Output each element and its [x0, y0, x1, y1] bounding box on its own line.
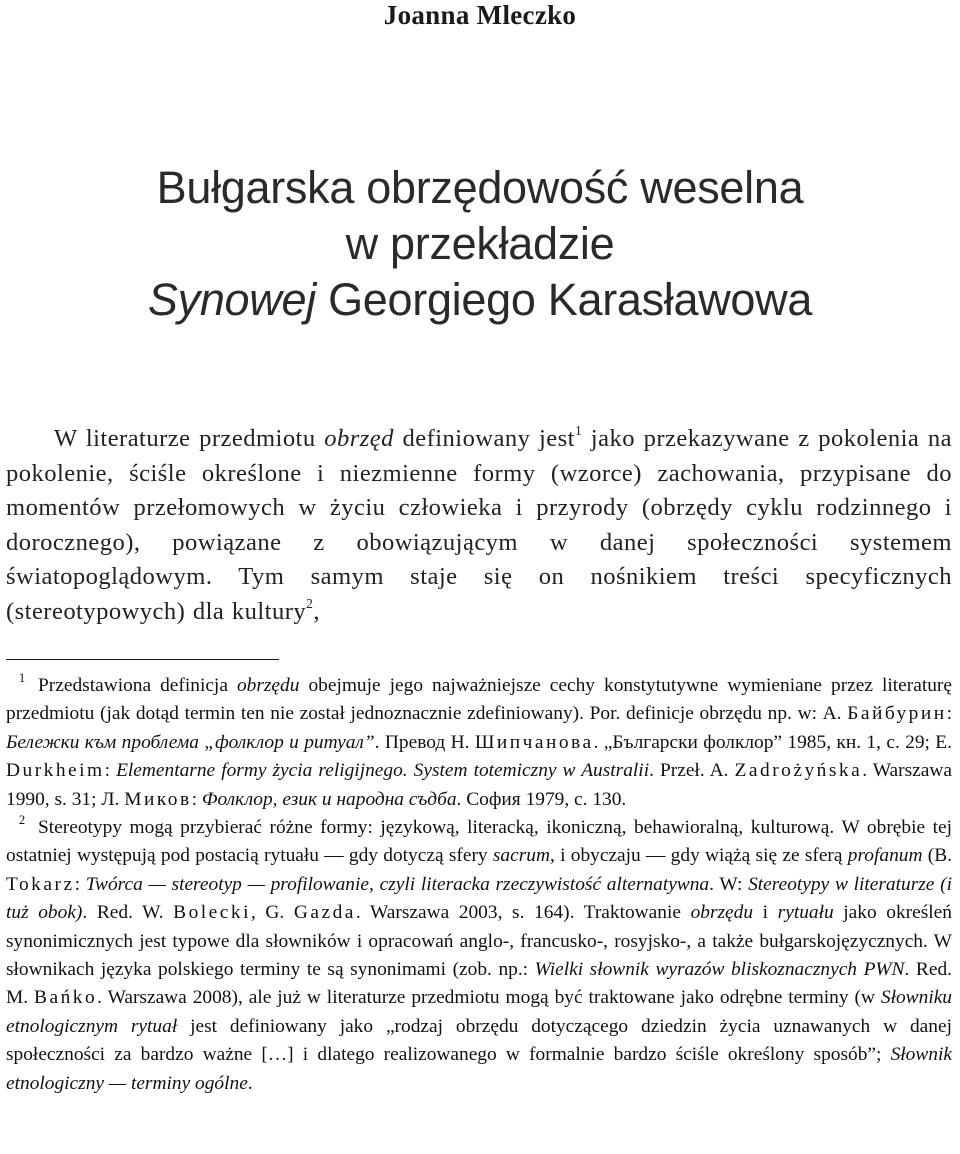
footnote-1 [6, 672, 952, 814]
footnote-text: jest definiowany jako „rodzaj obrzędu dotyczącego dziedzin życia uznawanych w danej społeczności za bardzo ważne […] i dlatego realizowanego w formalnie bardzo ściśle określony sposób”; [6, 1015, 952, 1066]
footnote-separator [6, 659, 279, 660]
cited-title: Słowniku etnologicznym rytuał [6, 987, 953, 1037]
article-title [0, 160, 960, 328]
cited-title: Wielki słownik wyrazów bliskoznacznych PWN [534, 959, 905, 981]
footnote-text: : [104, 760, 117, 782]
footnote-text: . Przeł. A. [649, 760, 735, 782]
title-line-1: Bułgarska obrzędowość weselna [156, 162, 804, 213]
footnote-text: . Red. W. [82, 902, 174, 924]
footnote-text: . Red. M. [6, 959, 952, 1009]
footnote-text: . [247, 1072, 253, 1094]
footnote-number [6, 672, 38, 700]
footnote-italic: obrzędu [690, 902, 754, 924]
cited-title: Twórca — stereotyp — profilowanie, czyli literacka rzeczywistość alternatywna [85, 873, 710, 895]
cited-author: Миков [124, 788, 192, 810]
cited-author: Durkheim [6, 760, 105, 782]
footnote-text: . Warszawa 2008), ale już w literaturze przedmiotu mogą być traktowane jako odrębne terminy (w [97, 987, 881, 1009]
footnote-text: (B. [922, 845, 952, 867]
footnote-text: Stereotypy mogą przybierać różne formy: językową, literacką, ikoniczną, behawioralną, kulturową. W obrębie tej ostatniej występują pod postacią rytuału — gdy dotyczą sfery [6, 817, 952, 867]
footnote-text: . Превод Н. [374, 731, 475, 753]
title-line-3 [0, 272, 960, 328]
footnote-2 [6, 814, 952, 1098]
footnote-ref-1[interactable]: 1 [574, 423, 583, 439]
running-header-author: Joanna Mleczko [383, 0, 577, 30]
footnote-text: . София 1979, с. 130. [456, 788, 627, 810]
footnote-text: , i obyczaju — gdy wiążą się ze sferą [549, 845, 848, 867]
body-text-run: definiowany jest [393, 425, 575, 452]
footnotes [6, 672, 952, 1098]
cited-author: Bolecki [173, 902, 251, 924]
footnote-text: Przedstawiona definicja [38, 675, 237, 696]
footnote-italic: sacrum [492, 845, 550, 867]
footnote-text: . Warszawa 1990, s. 31; Л. [6, 760, 952, 810]
cited-author: Zadrożyńska [734, 760, 863, 782]
footnote-text: . W: [709, 873, 749, 895]
footnote-text: jako określeń synonimicznych jest typowe dla słowników i opracowań anglo-, francusko-, rosyjsko-, a także bułgarskojęzycznych. W słownikach języka polskiego terminy te są synonimami (zob. np.: [6, 902, 952, 981]
body-italic-term: obrzęd [324, 425, 394, 452]
footnote-text: : [191, 788, 202, 810]
title-italic-work: Synowej [147, 274, 316, 325]
body-text-run: W literaturze przedmiotu [54, 425, 325, 452]
cited-title: Фолклор, език и народна съдба [201, 788, 457, 810]
footnote-text: . „Български фолклор” 1985, кн. 1, с. 29; E. [593, 731, 952, 753]
title-line-2: w przekładzie [345, 218, 615, 269]
cited-author: Tokarz [6, 873, 75, 895]
footnote-number [6, 814, 38, 842]
footnote-number-text: 1 [18, 671, 26, 686]
footnote-text: . Warszawa 2003, s. 164). Traktowanie [355, 902, 691, 924]
footnote-ref-2[interactable]: 2 [306, 595, 314, 611]
footnote-text: , G. [250, 902, 294, 924]
body-paragraph [6, 422, 952, 629]
cited-author: Байбурин [847, 703, 947, 725]
body-text-run: jako przekazywane z pokolenia na pokolenie, ściśle określone i niezmienne formy (wzorce) zachowania, przypisane do momentów przełomowych w życiu człowieka i przyrody (obrzędy cyklu rodzinnego i dorocznego), powiązane z obowiązującym w danej społeczności systemem światopoglądowym. Tym samym staje się on nośnikiem treści specyficznych (stereotypowych) dla kultury [6, 425, 952, 625]
cited-author: Bańko [34, 987, 98, 1009]
footnote-text: : [74, 873, 86, 895]
footnote-italic: obrzędu [236, 675, 300, 696]
footnote-italic: rytuału [777, 902, 834, 924]
footnote-text: i [753, 902, 778, 924]
title-line-3-rest: Georgiego Karasławowa [315, 274, 813, 325]
footnote-text: obejmuje jego najważniejsze cechy konstytutywne wymieniane przez literaturę przedmiotu (jak dotąd termin ten nie został jednoznacznie zdefiniowany). Por. definicje obrzędu np. w: А. [6, 675, 952, 725]
footnote-italic: profanum [847, 845, 923, 867]
body-text-run: , [313, 597, 320, 625]
cited-title: Elementarne formy życia religijnego. System totemiczny w Australii [116, 760, 650, 782]
cited-title: Бележки към проблема „фолклор и ритуал” [6, 731, 375, 753]
cited-title: Stereotypy w literaturze (i tuż obok) [6, 873, 952, 924]
footnote-number-text: 2 [18, 813, 26, 828]
cited-author: Шипчанова [474, 731, 594, 753]
cited-author: Gazda [293, 902, 356, 924]
cited-title: Słownik etnologiczny — terminy ogólne [6, 1044, 952, 1094]
footnote-text: : [946, 703, 952, 725]
